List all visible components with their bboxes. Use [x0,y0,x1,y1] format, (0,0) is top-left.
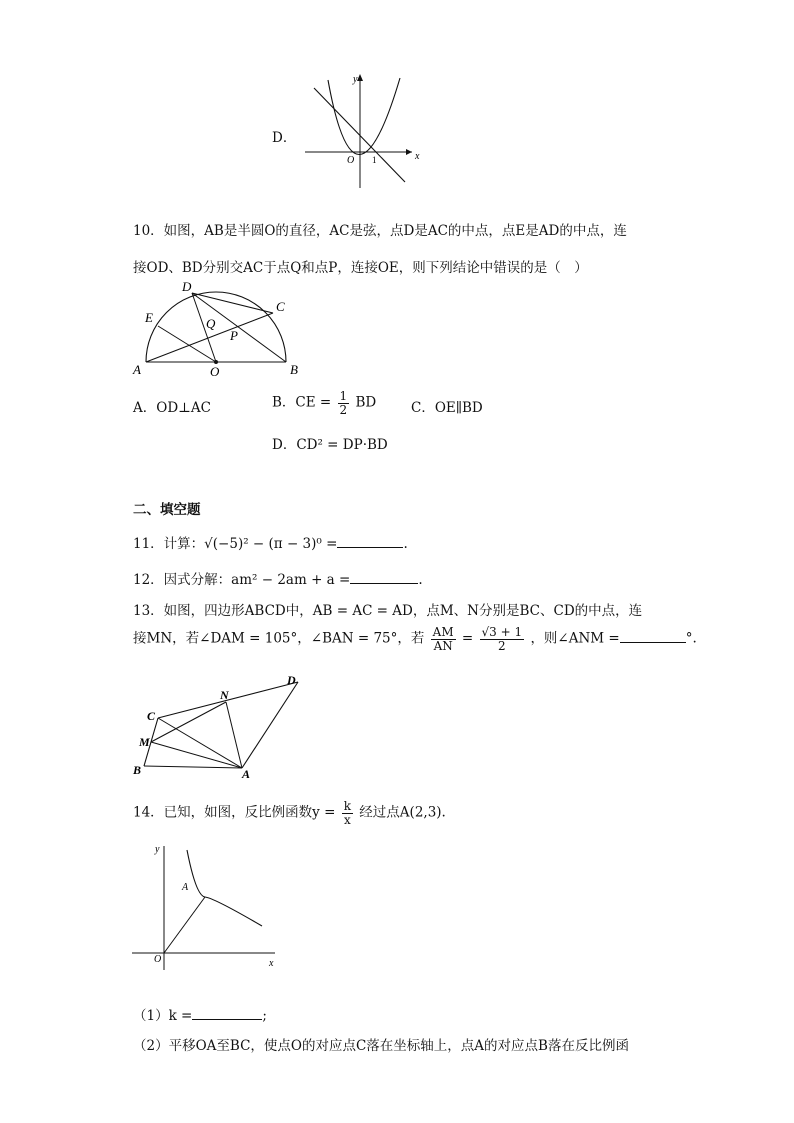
q12-answer-blank [350,583,418,584]
section2-title: 二、填空题 [133,502,201,518]
q10-option-a: A．OD⊥AC [133,400,211,416]
q9-y-label: y [353,74,358,85]
q10-line2: 接OD、BD分别交AC于点Q和点P，连接OE，则下列结论中错误的是（ ） [133,260,588,276]
q14-part2: （2）平移OA至BC，使点O的对应点C落在坐标轴上，点A的对应点B落在反比例函 [133,1038,629,1054]
q14-origin-label: O [154,954,162,965]
q13-label-d: D [287,673,296,687]
q10-label-b: B [290,362,298,377]
q10-label-d: D [182,279,192,294]
q9-tick-label: 1 [372,155,377,165]
q12: 12．因式分解：am² − 2am + a = . [133,572,423,588]
q10-label-p: P [230,328,238,343]
q11-answer-blank [337,547,403,548]
q10-option-d: D．CD² = DP·BD [272,437,388,453]
q10-label-c: C [276,299,285,314]
q10-label-a: A [133,362,141,377]
q10-label-q: Q [206,316,216,331]
q14-hyperbola-figure [130,840,290,975]
q14-label-a: A [182,882,189,893]
q14-line1: 14．已知，如图，反比例函数y = $\frac{k}{x}$ 经过点A(2,3). [133,799,446,827]
q10-label-e: E [145,310,153,325]
q13-line1: 13．如图，四边形ABCD中，AB = AC = AD，点M、N分别是BC、CD的中点，连 [133,603,643,619]
q9-origin-label: O [347,155,355,166]
q11: 11．计算：√(−5)² − (π − 3)⁰ = . [133,536,408,552]
q14-x-label: x [269,958,274,969]
q13-quadrilateral-figure [130,670,310,780]
q14-part1: （1）k = ; [133,1008,267,1024]
q10-option-b: B．CE = $\frac{1}{2}$ BD [272,389,377,417]
q13-line2: 接MN，若∠DAM = 105°，∠BAN = 75°，若 $\frac{AM}{AN}$ = $\frac{√3 + 1}{2}$ ，则∠ANM = °. [133,625,697,653]
q13-label-b: B [133,763,142,777]
q10-option-c: C．OE∥BD [411,400,483,416]
q9-x-label: x [415,151,420,162]
q13-label-c: C [147,709,156,723]
q10-line1: 10．如图，AB是半圆O的直径，AC是弦，点D是AC的中点，点E是AD的中点，连 [133,223,627,239]
q9-parabola-graph [300,70,420,190]
q13-answer-blank [620,642,686,643]
q14-answer-blank [192,1019,262,1020]
q10-semicircle-figure [130,278,310,378]
q9-option-d-label: D． [272,130,297,146]
q10-label-o: O [210,364,220,378]
q13-label-m: M [139,735,150,749]
q13-label-a: A [242,767,251,780]
q14-y-label: y [155,844,160,855]
q13-label-n: N [220,688,229,702]
